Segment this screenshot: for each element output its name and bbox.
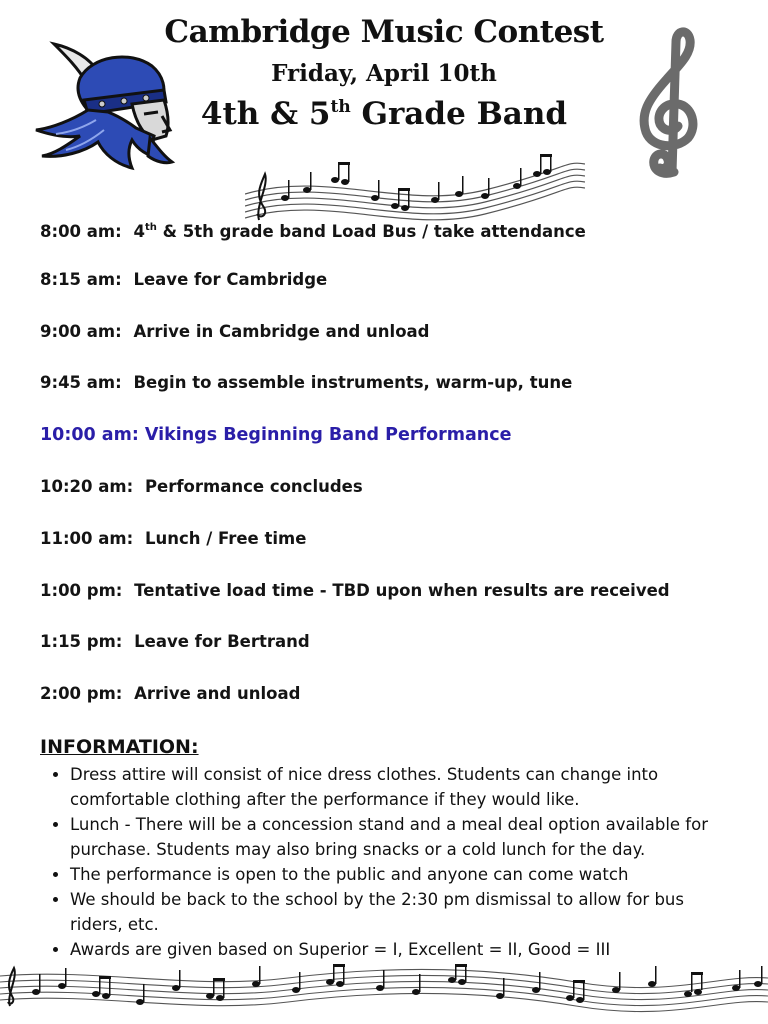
schedule-text: Vikings Beginning Band Performance — [144, 425, 512, 446]
information-list — [40, 762, 740, 962]
treble-clef-icon — [632, 22, 712, 182]
schedule-item — [40, 628, 740, 680]
schedule-time: 10:00 am: — [40, 425, 139, 446]
schedule-text: Arrive in Cambridge and unload — [133, 321, 430, 341]
schedule-time: 1:00 pm: — [40, 580, 123, 600]
contest-title: Cambridge Music Contest — [164, 14, 604, 50]
schedule-sup: th — [144, 222, 157, 233]
schedule-text: & 5th grade band Load Bus / take attendance — [156, 222, 586, 241]
schedule-text: Performance concludes — [144, 476, 363, 496]
schedule-item — [40, 369, 740, 421]
schedule-text: 4 — [133, 222, 145, 241]
schedule-list — [40, 214, 740, 732]
schedule-item — [40, 473, 740, 525]
schedule-time: 10:20 am: — [40, 476, 134, 496]
schedule-item — [40, 214, 740, 266]
schedule-time: 9:00 am: — [40, 321, 122, 341]
information-item: • Lunch - There will be a concession stand and a meal deal option available for purchase. Students may also bring snacks or a cold lunch for the day. — [70, 812, 740, 862]
information-item: • We should be back to the school by the 2:30 pm dismissal to allow for bus riders, etc. — [70, 887, 740, 937]
schedule-text: Arrive and unload — [134, 684, 301, 704]
schedule-text: Leave for Bertrand — [134, 632, 310, 652]
grade-suffix: Grade Band — [350, 96, 568, 132]
grade-sup: th — [330, 97, 351, 117]
schedule-item — [40, 525, 740, 577]
contest-date: Friday, April 10th — [271, 60, 497, 87]
schedule-time: 2:00 pm: — [40, 684, 123, 704]
music-staff-border-icon — [0, 960, 768, 1024]
schedule-item — [40, 680, 740, 732]
information-section — [40, 736, 740, 962]
schedule-item — [40, 318, 740, 370]
schedule-item-performance — [40, 421, 740, 473]
information-item: • The performance is open to the public and anyone can come watch — [70, 862, 740, 887]
information-heading: INFORMATION: — [40, 736, 199, 758]
schedule-item — [40, 266, 740, 318]
information-item: • Awards are given based on Superior = I, Excellent = II, Good = III — [70, 937, 740, 962]
schedule-text: Tentative load time - TBD upon when results are received — [134, 580, 670, 600]
schedule-text: Leave for Cambridge — [133, 269, 328, 289]
schedule-time: 9:45 am: — [40, 373, 122, 393]
schedule-item — [40, 577, 740, 629]
schedule-time: 11:00 am: — [40, 528, 134, 548]
schedule-text: Begin to assemble instruments, warm-up, tune — [133, 373, 573, 393]
grade-prefix: 4th & 5 — [200, 96, 331, 132]
schedule-time: 8:00 am: — [40, 222, 122, 241]
schedule-time: 1:15 pm: — [40, 632, 123, 652]
flyer-header — [0, 0, 768, 200]
schedule-time: 8:15 am: — [40, 269, 122, 289]
information-item: • Dress attire will consist of nice dress clothes. Students can change into comfortable clothing after the performance if they would like. — [70, 762, 740, 812]
schedule-text: Lunch / Free time — [144, 528, 307, 548]
